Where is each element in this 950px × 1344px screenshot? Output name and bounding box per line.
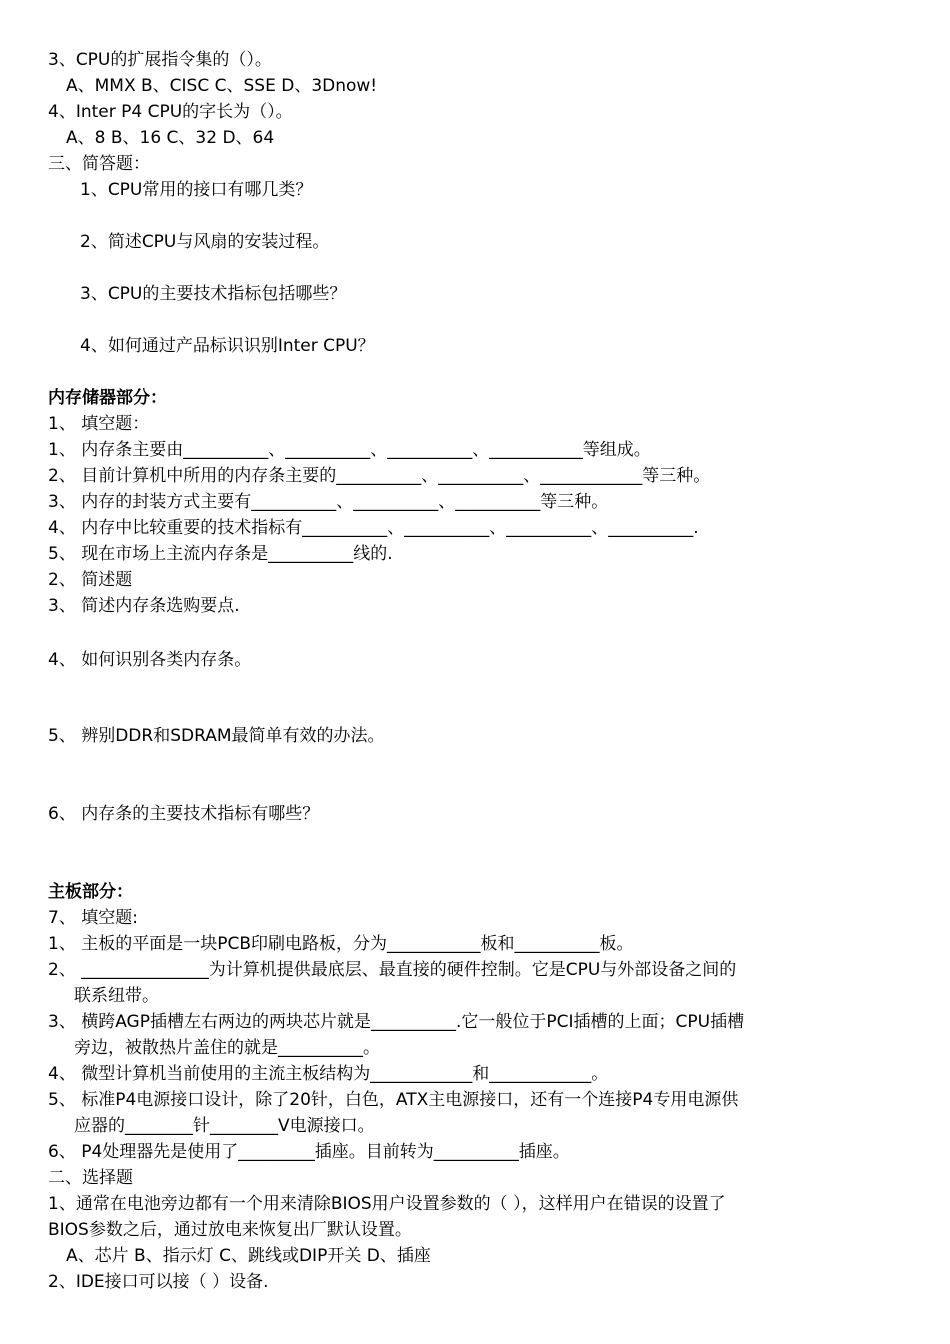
memory-section-heading: 内存储器部分：	[48, 388, 167, 408]
memory-short-4: 4、 如何识别各类内存条。	[48, 650, 252, 670]
motherboard-fill-1: 1、 主板的平面是一块PCB印刷电路板，分为___________板和__________板。	[48, 934, 634, 954]
motherboard-fill-heading: 7、 填空题:	[48, 908, 138, 928]
memory-fill-5: 5、 现在市场上主流内存条是__________线的.	[48, 544, 393, 564]
choice-section-heading: 二、选择题	[48, 1168, 133, 1188]
short-answer-1: 1、CPU常用的接口有哪几类？	[80, 180, 313, 200]
short-answer-2: 2、简述CPU与风扇的安装过程。	[80, 232, 330, 252]
motherboard-fill-4: 4、 微型计算机当前使用的主流主板结构为____________和____________。	[48, 1064, 609, 1084]
memory-fill-2: 2、 目前计算机中所用的内存条主要的__________、__________、____________等三种。	[48, 466, 711, 486]
memory-fill-1: 1、 内存条主要由__________、__________、__________、___________等组成。	[48, 440, 651, 460]
question-4-word-length: 4、Inter P4 CPU的字长为（）。	[48, 102, 293, 122]
memory-fill-heading: 1、 填空题：	[48, 414, 150, 434]
motherboard-fill-5-cont: 应器的________针________V电源接口。	[74, 1116, 375, 1136]
motherboard-fill-5: 5、 标准P4电源接口设计，除了20针，白色，ATX主电源接口，还有一个连接P4专用电源供	[48, 1090, 739, 1110]
question-3-cpu-extension: 3、CPU的扩展指令集的（）。	[48, 50, 272, 70]
memory-short-5: 5、 辨别DDR和SDRAM最简单有效的办法。	[48, 726, 385, 746]
memory-short-6: 6、 内存条的主要技术指标有哪些？	[48, 804, 320, 824]
choice-question-1-cont: BIOS参数之后，通过放电来恢复出厂默认设置。	[48, 1220, 412, 1240]
choice-question-1: 1、通常在电池旁边都有一个用来清除BIOS用户设置参数的（ ），这样用户在错误的设置了	[48, 1194, 726, 1214]
memory-short-3: 3、 简述内存条选购要点.	[48, 596, 240, 616]
memory-fill-4: 4、 内存中比较重要的技术指标有__________、__________、__________、__________.	[48, 518, 699, 538]
motherboard-fill-2: 2、 _______________为计算机提供最底层、最直接的硬件控制。它是CPU与外部设备之间的	[48, 960, 737, 980]
short-answer-4: 4、如何通过产品标识识别Inter CPU？	[80, 336, 375, 356]
motherboard-fill-2-cont: 联系纽带。	[74, 986, 159, 1006]
motherboard-fill-3: 3、 横跨AGP插槽左右两边的两块芯片就是__________.它一般位于PCI插槽的上面；CPU插槽	[48, 1012, 745, 1032]
choice-question-2: 2、IDE接口可以接（ ）设备.	[48, 1272, 269, 1292]
question-4-options: A、8 B、16 C、32 D、64	[66, 128, 275, 148]
section-short-answer-heading: 三、简答题：	[48, 154, 150, 174]
motherboard-fill-6: 6、 P4处理器先是使用了_________插座。目前转为__________插座。	[48, 1142, 570, 1162]
memory-fill-3: 3、 内存的封装方式主要有__________、__________、__________等三种。	[48, 492, 609, 512]
motherboard-section-heading: 主板部分：	[48, 882, 133, 902]
memory-short-heading: 2、 简述题	[48, 570, 133, 590]
short-answer-3: 3、CPU的主要技术指标包括哪些？	[80, 284, 347, 304]
question-3-options: A、MMX B、CISC C、SSE D、3Dnow!	[66, 76, 378, 96]
motherboard-fill-3-cont: 旁边，被散热片盖住的就是__________。	[74, 1038, 380, 1058]
choice-question-1-options: A、芯片 B、指示灯 C、跳线或DIP开关 D、插座	[66, 1246, 431, 1266]
